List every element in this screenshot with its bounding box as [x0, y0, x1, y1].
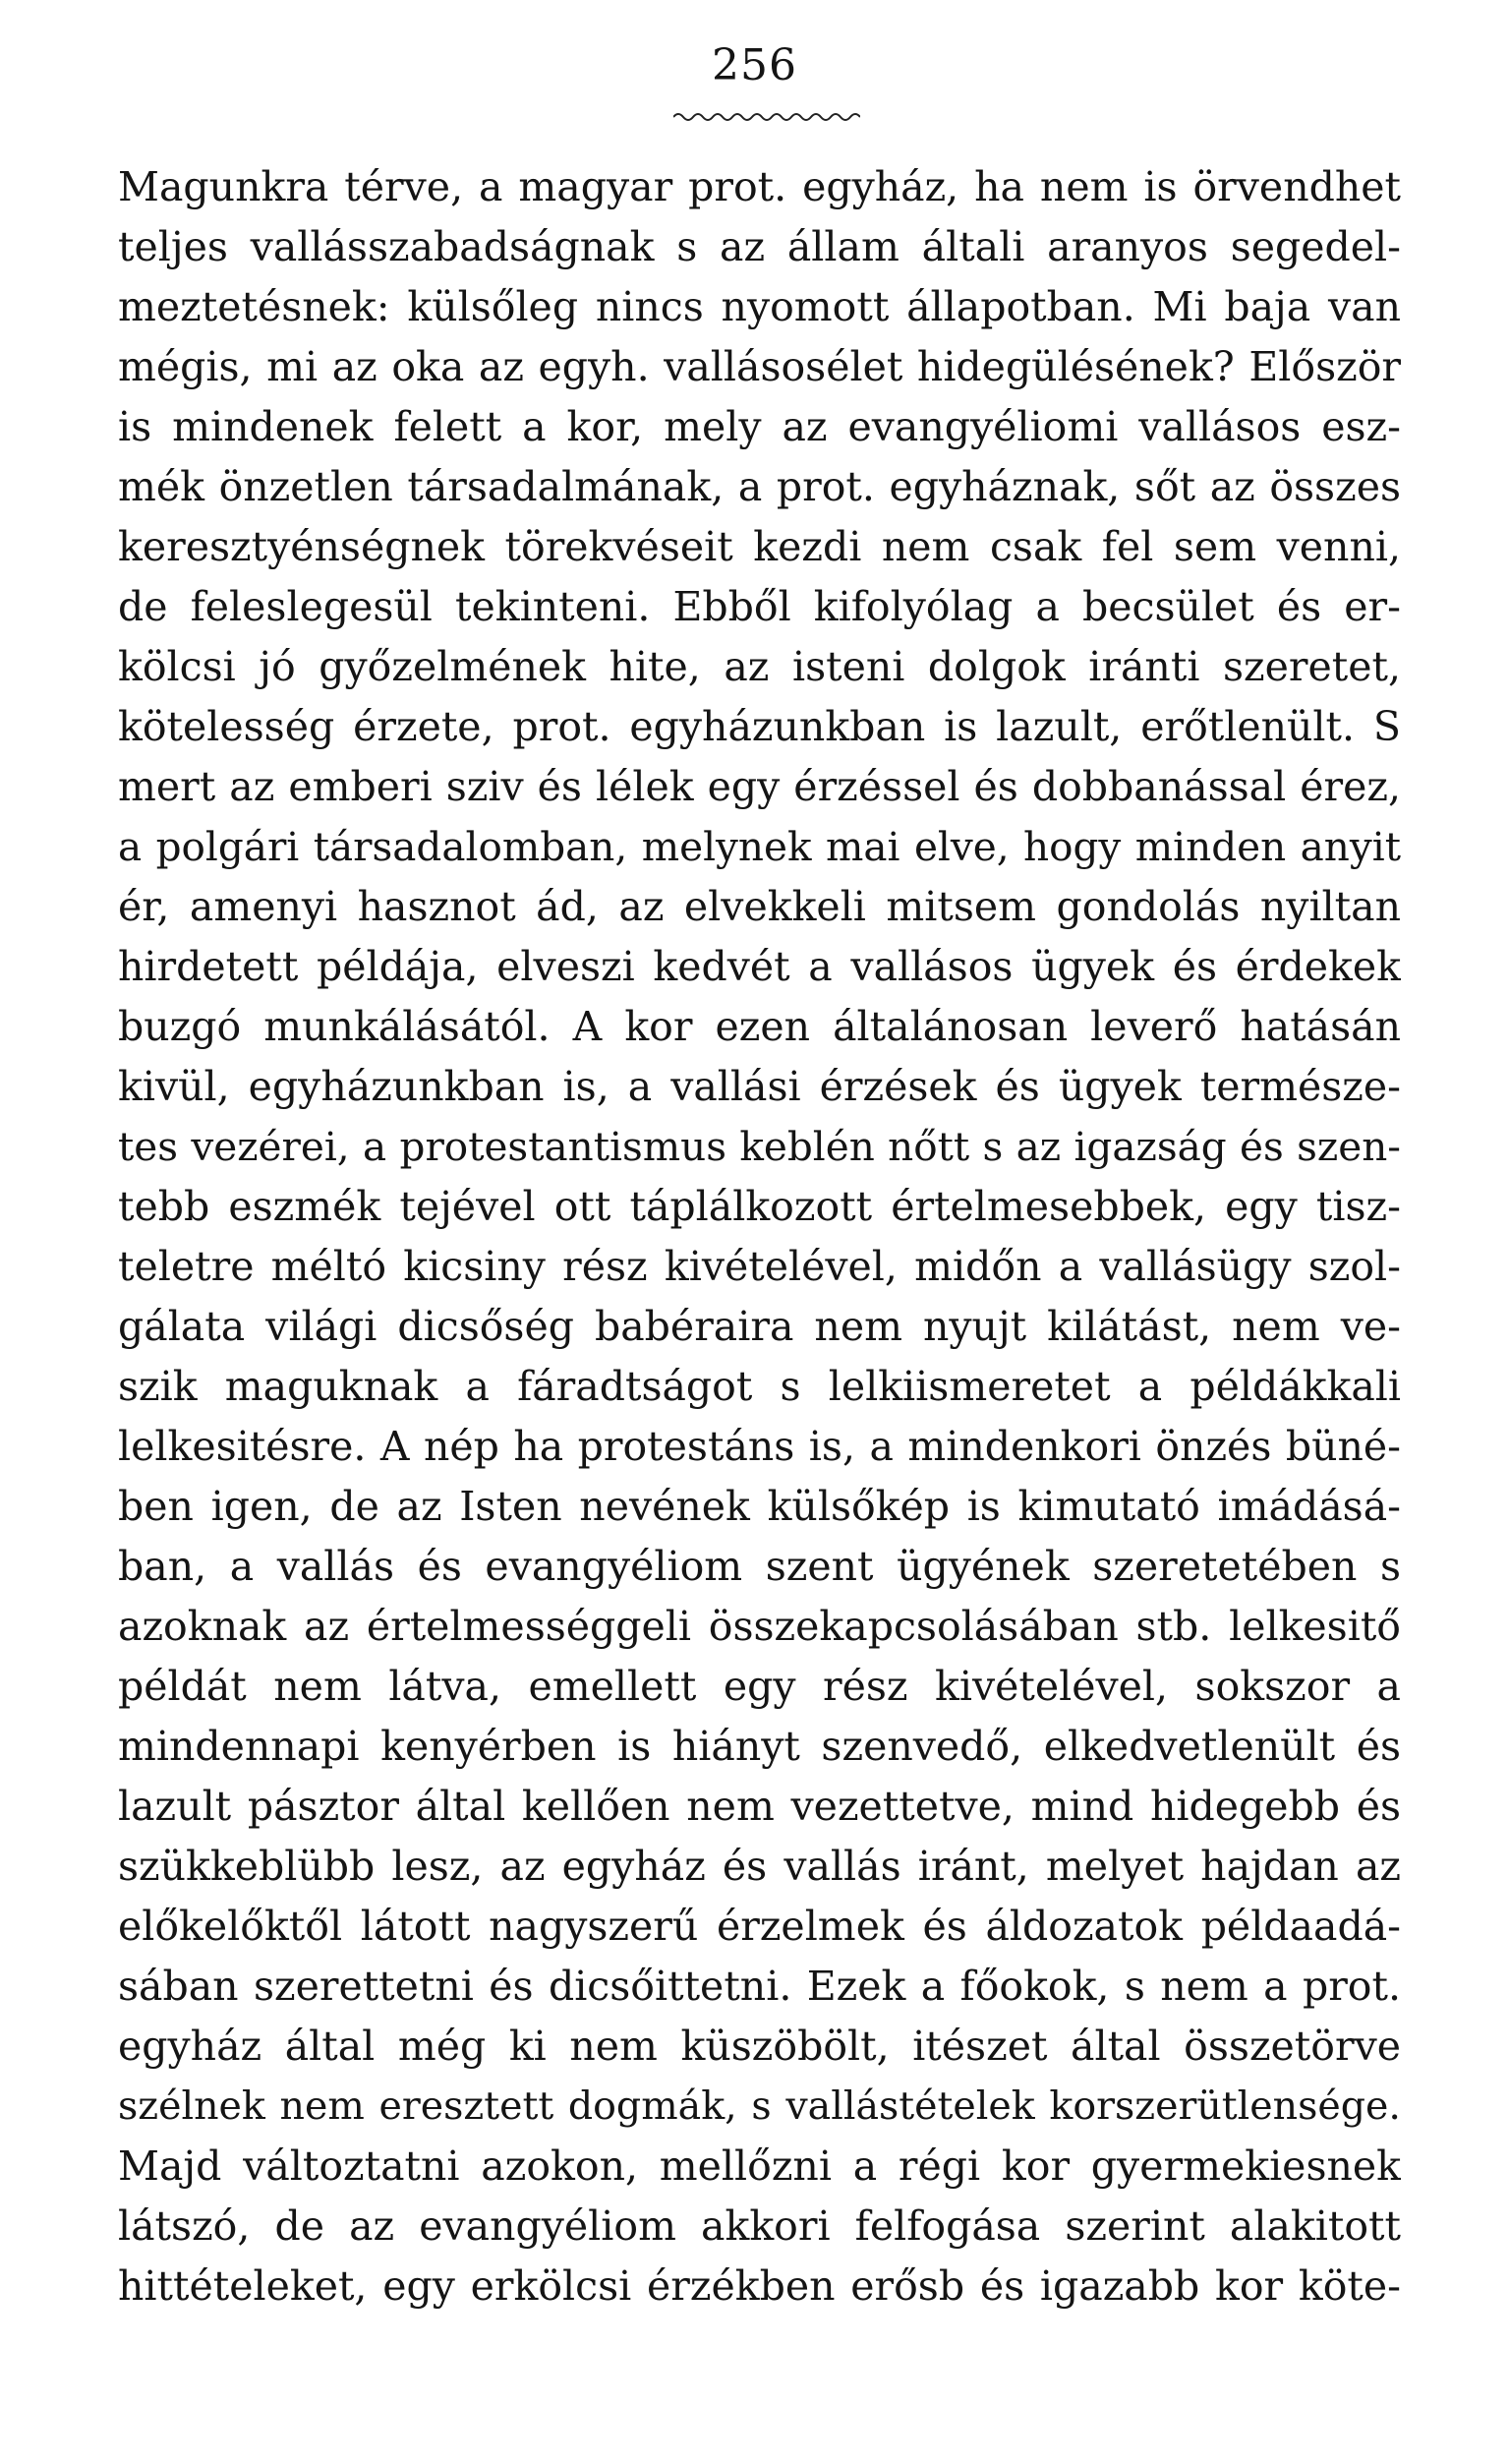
text-line: hittételeket, egy erkölcsi érzékben erősb és igazabb kor köte- — [118, 2262, 1401, 2310]
text-line: sában szerettetni és dicsőittetni. Ezek a főokok, s nem a prot. — [118, 1963, 1401, 2010]
body-text — [118, 157, 1401, 2317]
text-line: ben igen, de az Isten nevének külsőkép is kimutató imádásá- — [118, 1483, 1401, 1530]
text-line: szik maguknak a fáradtságot s lelkiismeretet a példákkali — [118, 1363, 1401, 1410]
text-line: de feleslegesül tekinteni. Ebből kifolyólag a becsület és er- — [118, 583, 1401, 630]
text-line: hirdetett példája, elveszi kedvét a vallásos ügyek és érdekek — [118, 943, 1401, 990]
wavy-rule-ornament — [673, 110, 860, 124]
text-line: gálata világi dicsőség babéraira nem nyujt kilátást, nem ve- — [118, 1303, 1401, 1350]
text-line: mert az emberi sziv és lélek egy érzéssel és dobbanással érez, — [118, 763, 1401, 810]
text-line: egyház által még ki nem küszöbölt, itészet által összetörve — [118, 2023, 1401, 2070]
text-line: azoknak az értelmességgeli összekapcsolásában stb. lelkesitő — [118, 1603, 1401, 1650]
text-line: szükkeblübb lesz, az egyház és vallás iránt, melyet hajdan az — [118, 1843, 1401, 1890]
text-line: a polgári társadalomban, melynek mai elve, hogy minden anyit — [118, 823, 1401, 870]
text-line: látszó, de az evangyéliom akkori felfogása szerint alakitott — [118, 2202, 1401, 2250]
text-line: teljes vallásszabadságnak s az állam általi aranyos segedel- — [118, 223, 1401, 270]
text-line: is mindenek felett a kor, mely az evangyéliomi vallásos esz- — [118, 403, 1401, 450]
text-line: mék önzetlen társadalmának, a prot. egyháznak, sőt az összes — [118, 463, 1401, 510]
text-line: teletre méltó kicsiny rész kivételével, midőn a vallásügy szol- — [118, 1243, 1401, 1290]
page-number: 256 — [712, 40, 797, 90]
text-line: előkelőktől látott nagyszerű érzelmek és áldozatok példaadá- — [118, 1903, 1401, 1950]
text-line: tes vezérei, a protestantismus keblén nőtt s az igazság és szen- — [118, 1123, 1401, 1170]
text-line: mindennapi kenyérben is hiányt szenvedő, elkedvetlenült és — [118, 1723, 1401, 1770]
text-line: példát nem látva, emellett egy rész kivételével, sokszor a — [118, 1663, 1401, 1710]
text-line: kivül, egyházunkban is, a vallási érzések és ügyek természe- — [118, 1063, 1401, 1110]
text-line: kölcsi jó győzelmének hite, az isteni dolgok iránti szeretet, — [118, 643, 1401, 690]
text-line: buzgó munkálásától. A kor ezen általánosan leverő hatásán — [118, 1003, 1401, 1050]
text-line: Magunkra térve, a magyar prot. egyház, ha nem is örvendhet — [118, 163, 1401, 210]
text-line: Majd változtatni azokon, mellőzni a régi kor gyermekiesnek — [118, 2142, 1401, 2190]
text-line: lelkesitésre. A nép ha protestáns is, a mindenkori önzés büné- — [118, 1423, 1401, 1470]
text-line: tebb eszmék tejével ott táplálkozott értelmesebbek, egy tisz- — [118, 1183, 1401, 1230]
text-line: ér, amenyi hasznot ád, az elvekkeli mitsem gondolás nyiltan — [118, 883, 1401, 930]
text-line: keresztyénségnek törekvéseit kezdi nem csak fel sem venni, — [118, 523, 1401, 570]
text-line: ban, a vallás és evangyéliom szent ügyének szeretetében s — [118, 1543, 1401, 1590]
text-line: mégis, mi az oka az egyh. vallásosélet hidegülésének? Először — [118, 343, 1401, 390]
text-line: meztetésnek: külsőleg nincs nyomott állapotban. Mi baja van — [118, 283, 1401, 330]
text-line: kötelesség érzete, prot. egyházunkban is lazult, erőtlenült. S — [118, 703, 1401, 750]
text-line: szélnek nem eresztett dogmák, s vallástételek korszerütlensége. — [118, 2083, 1401, 2129]
text-line: lazult pásztor által kellően nem vezettetve, mind hidegebb és — [118, 1783, 1401, 1830]
